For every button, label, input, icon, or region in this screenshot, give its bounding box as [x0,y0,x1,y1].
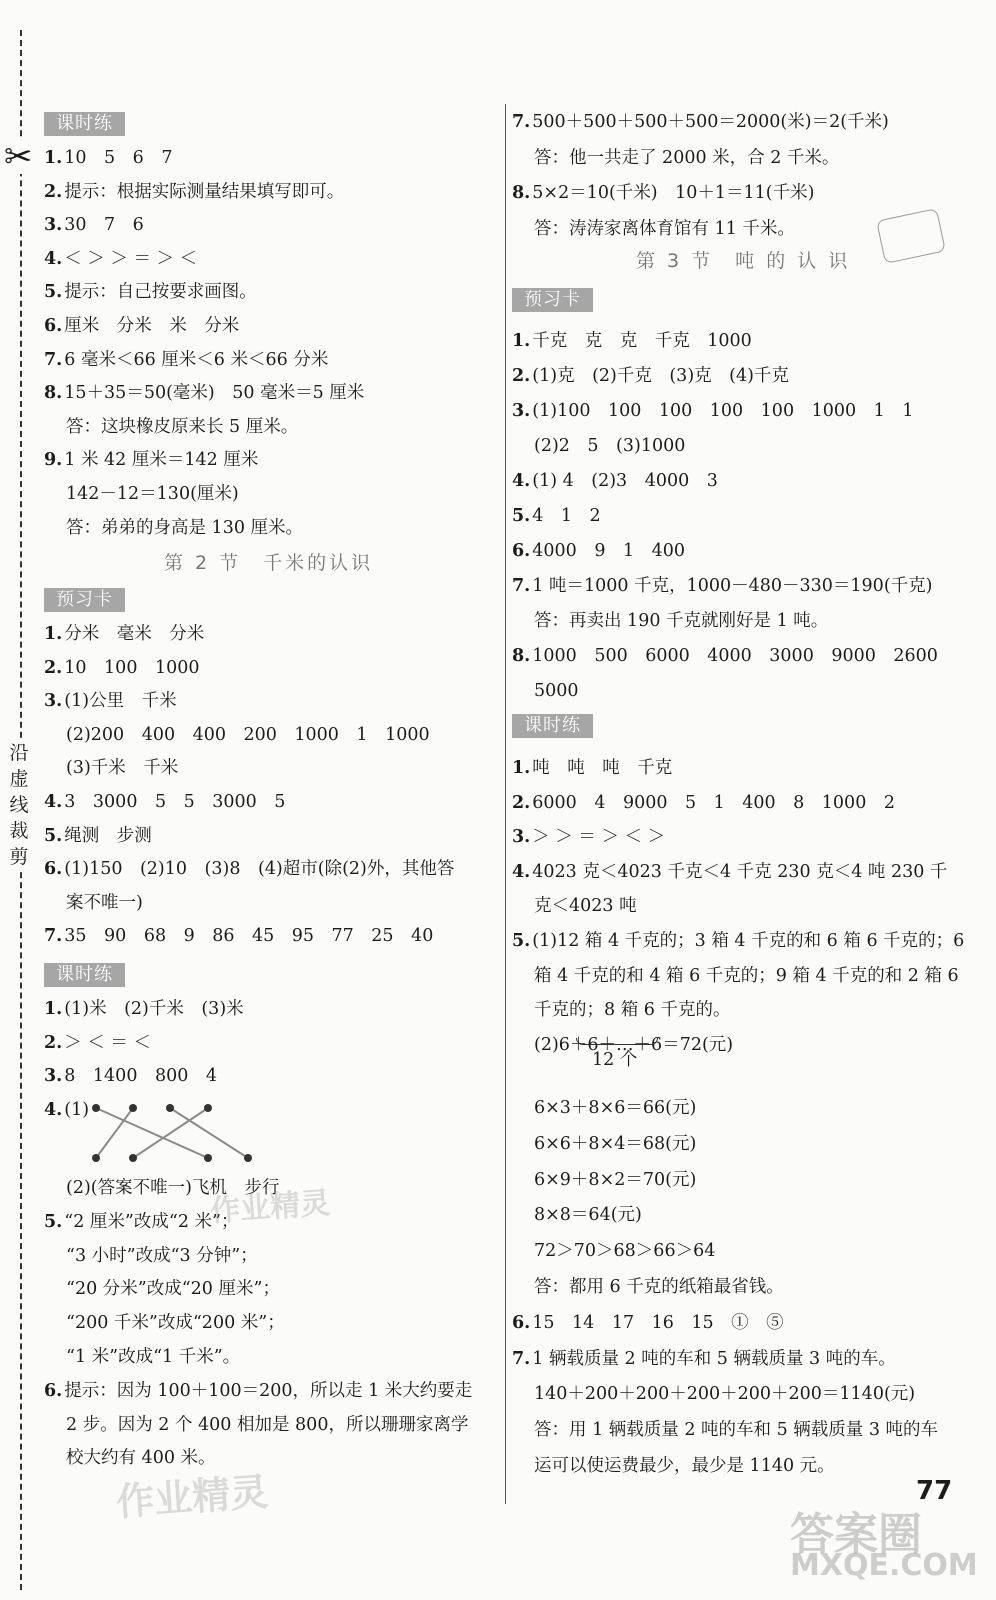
answer-line [44,381,364,405]
answer-text: 答：用 1 辆载质量 2 吨的车和 5 辆载质量 3 吨的车 [534,1420,939,1441]
answer-text: 6×9＋8×2＝70(元) [534,1169,697,1190]
answer-text: 1 吨＝1000 千克，1000－480－330＝190(千克) [532,576,933,596]
cut-label-char: 裁 [9,820,29,842]
item-number: 1. [512,758,531,778]
answer-line [44,689,177,713]
answer-text: 答：涛涛家离体育馆有 11 千米。 [534,218,795,239]
answer-line [44,756,178,780]
answer-text: 140＋200＋200＋200＋200＋200＝1140(元) [534,1384,916,1405]
answer-text: 1 米 42 厘米＝142 厘米 [64,450,259,471]
answer-text: 1000 500 6000 4000 3000 9000 2600 [532,646,938,666]
item-number: 8. [512,646,531,666]
answer-line [512,1454,835,1478]
answer-text: “1 米”改成“1 千米”。 [66,1347,241,1367]
answer-text: 1 辆载质量 2 吨的车和 5 辆载质量 3 吨的车。 [532,1348,896,1369]
answer-line [512,1168,696,1192]
answer-text: “2 厘米”改成“2 米”； [64,1211,239,1232]
answer-line [44,482,239,506]
answer-line [512,860,947,884]
answer-line [512,1203,642,1227]
answer-line [44,790,285,814]
answer-line [512,217,795,241]
watermark: 答案圈 [790,1509,922,1560]
answer-line [44,723,430,747]
item-number: 3. [44,215,63,236]
item-number: 6. [44,316,63,336]
answer-text: (2)(答案不唯一)飞机 步行 [66,1178,280,1198]
answer-text: 答：他一共走了 2000 米，合 2 千米。 [534,147,840,168]
answer-text: ＞ ＞ ＝ ＞ ＜ ＞ [532,827,666,848]
answer-text: 15 14 17 16 15 ① ⑤ [532,1312,784,1333]
item-number: 1. [512,331,531,351]
answer-text: 答：都用 6 千克的纸箱最省钱。 [534,1277,784,1297]
answer-line [44,180,344,204]
item-number: 6. [44,859,63,880]
answer-line [512,964,959,988]
answer-line [512,1311,784,1335]
answer-line [512,181,814,205]
answer-line [512,434,685,458]
answer-line [44,448,258,472]
answer-line [512,1382,915,1406]
page-number: 77 [916,1476,953,1506]
answer-text: 4000 9 1 400 [532,541,685,561]
answer-line [44,1064,217,1088]
brace [576,1038,658,1045]
item-number: 5. [44,825,63,846]
answer-line [512,1418,938,1442]
item-number: 7. [44,349,63,370]
answer-line [44,1345,240,1369]
answer-line [512,756,672,780]
answer-text: 克＜4023 吨 [534,896,637,917]
answer-text: 案不唯一) [66,892,143,913]
answer-text: 4 1 2 [532,506,601,526]
answer-line [44,314,239,338]
item-number: 6. [512,541,531,561]
match-dot [92,1154,100,1162]
section-tag: 课时练 [512,714,593,738]
answer-line [44,247,197,271]
answer-line [44,280,257,304]
answer-line [512,679,579,703]
answer-text: 提示：因为 100＋100＝200，所以走 1 米大约要走 [64,1380,473,1401]
answer-line [44,924,433,948]
answer-line [512,929,964,953]
answer-line [44,1098,89,1122]
brace-label: 12 个 [592,1050,638,1070]
answer-text: (1)100 100 100 100 100 1000 1 1 [532,401,914,421]
item-number: 1. [44,148,63,168]
answer-text: “200 千米”改成“200 米”； [66,1313,285,1334]
answer-text: 8×8＝64(元) [534,1205,642,1226]
item-number: 5. [512,931,531,951]
answer-text: (1)12 箱 4 千克的；3 箱 4 千克的和 6 箱 6 千克的；6 [532,931,965,951]
item-number: 5. [44,1211,63,1232]
answer-text: 6 毫米＜66 厘米＜6 米＜66 分米 [64,349,329,370]
answer-text: ＜ ＞ ＞ ＝ ＞ ＜ [64,248,198,269]
answer-text: 10 100 1000 [64,657,200,678]
match-dot [204,1154,212,1162]
item-number: 8. [512,183,531,204]
answer-line [512,998,730,1022]
answer-text: “3 小时”改成“3 分钟”； [66,1245,258,1266]
match-dot [166,1104,174,1112]
match-dot [204,1104,212,1112]
answer-line [512,894,637,918]
answer-line [44,997,244,1021]
answer-line [44,891,143,915]
item-number: 7. [512,112,531,132]
answer-line [44,1031,151,1055]
answer-line [512,329,752,353]
answer-text: 5000 [534,681,579,701]
cut-label-char: 沿 [9,742,29,764]
item-number: 6. [44,1380,63,1401]
answer-text: 2 步。因为 2 个 400 相加是 800，所以珊珊家离学 [66,1414,469,1435]
answer-line [44,1210,238,1234]
answer-line [512,504,601,528]
item-number: 4. [44,1099,63,1120]
answer-line [44,348,328,372]
watermark: 作业精灵 [209,1185,332,1230]
item-number: 2. [44,1032,63,1053]
cut-label [4,740,34,870]
answer-line [512,539,685,563]
answer-text: 6×3＋8×6＝66(元) [534,1098,697,1118]
item-number: 3. [512,827,531,848]
answer-text: 500＋500＋500＋500＝2000(米)＝2(千米) [532,112,889,132]
answer-text: 箱 4 千克的和 4 箱 6 千克的；9 箱 4 千克的和 2 箱 6 [534,965,959,986]
answer-line [512,644,938,668]
answer-text: “20 分米”改成“20 厘米”； [66,1279,280,1300]
matching-diagram [88,1100,268,1166]
answer-text: 4023 克＜4023 千克＜4 千克 230 克＜4 吨 230 千 [532,861,948,882]
answer-line [44,824,152,848]
watermark: 作业精灵 [114,1469,270,1525]
item-number: 9. [44,450,63,471]
match-dot [129,1154,137,1162]
answer-text: (2)200 400 400 200 1000 1 1000 [66,724,430,745]
answer-text: (2)6＋6＋…＋6＝72(元) [534,1034,734,1055]
stamp-icon [876,208,946,264]
answer-line [44,656,200,680]
answer-line [512,399,913,423]
answer-line [512,110,889,134]
answer-text: (1)150 (2)10 (3)8 (4)超市(除(2)外，其他答 [64,859,455,880]
cut-label-char: 剪 [9,846,29,868]
item-number: 3. [512,401,531,421]
item-number: 5. [512,506,531,526]
item-number: 2. [512,792,531,813]
item-number: 4. [512,861,531,882]
answer-text: 30 7 6 [64,215,144,236]
match-dot [92,1104,100,1112]
answer-line [44,1413,468,1437]
answer-line [44,1244,258,1268]
item-number: 7. [512,576,531,596]
item-number: 4. [512,471,531,491]
answer-line [512,825,665,849]
item-number: 7. [44,926,63,947]
answer-text: (1)克 (2)千克 (3)克 (4)千克 [532,366,789,386]
answer-text: (1) 4 (2)3 4000 3 [532,471,718,491]
answer-text: 5×2＝10(千米) 10＋1＝11(千米) [532,183,815,204]
item-number: 1. [44,999,63,1019]
answer-text: 提示：根据实际测量结果填写即可。 [64,181,345,202]
item-number: 4. [44,792,63,812]
item-number: 4. [44,248,63,269]
item-number: 5. [44,282,63,303]
answer-line [44,415,298,439]
cut-label-char: 线 [9,794,29,816]
column-divider [505,104,506,1504]
answer-text: (3)千米 千米 [66,758,179,779]
answer-text: 校大约有 400 米。 [66,1448,216,1469]
answer-line [512,574,932,598]
watermark: MXQE.COM [790,1548,978,1583]
scissors-icon: ✂ [4,137,33,177]
section-tag: 课时练 [44,963,125,987]
answer-line [512,1132,696,1156]
answer-text: 8 1400 800 4 [64,1066,217,1087]
answer-line [44,622,204,646]
answer-line [512,146,839,170]
answer-text: 答：再卖出 190 千克就刚好是 1 吨。 [534,611,829,631]
answer-text: 绳测 步测 [64,825,152,846]
answer-line [512,469,718,493]
item-number: 2. [44,657,63,678]
answer-text: 千克的；8 箱 6 千克的。 [534,1000,731,1021]
answer-text: 运可以使运费最少，最少是 1140 元。 [534,1456,835,1476]
answer-line [44,857,454,881]
answer-text: 72＞70＞68＞66＞64 [534,1241,716,1262]
answer-text: 吨 吨 吨 千克 [532,758,673,778]
item-number: 3. [44,1066,63,1087]
answer-line [44,516,303,540]
answer-text: 15＋35＝50(毫米) 50 毫米＝5 厘米 [64,383,365,404]
answer-text: 6×6＋8×4＝68(元) [534,1133,697,1154]
section-heading: 第 3 节 吨 的 认 识 [636,250,851,272]
answer-line [512,1239,715,1263]
section-tag: 预习卡 [512,288,593,312]
section-heading: 第 2 节 千米的认识 [164,552,374,574]
answer-line [512,1096,696,1120]
answer-line [44,146,172,170]
answer-text: 6000 4 9000 5 1 400 8 1000 2 [532,792,895,813]
answer-text: (1)米 (2)千米 (3)米 [64,999,244,1019]
answer-text: ＞ ＜ ＝ ＜ [64,1032,151,1053]
answer-text: 答：弟弟的身高是 130 厘米。 [66,517,304,538]
item-number: 2. [44,181,63,202]
answer-line [512,1347,896,1371]
answer-text: 提示：自己按要求画图。 [64,282,257,303]
answer-text: 分米 毫米 分米 [64,624,205,644]
answer-text: (1) [64,1099,90,1120]
answer-line [44,1379,472,1403]
item-number: 6. [512,1312,531,1333]
item-number: 2. [512,366,531,386]
section-tag: 课时练 [44,112,125,136]
answer-text: 10 5 6 7 [64,148,173,168]
section-tag: 预习卡 [44,588,125,612]
answer-text: (1)公里 千米 [64,691,177,712]
answer-line [512,364,789,388]
answer-text: 142－12＝130(厘米) [66,484,239,504]
match-dot [129,1104,137,1112]
answer-text: 答：这块橡皮原来长 5 厘米。 [66,416,299,437]
answer-line [44,1277,280,1301]
answer-line [512,609,828,633]
answer-text: (2)2 5 (3)1000 [534,436,686,456]
answer-line [512,791,895,815]
answer-line [512,1275,784,1299]
cut-label-char: 虚 [9,768,29,790]
answer-line [44,213,144,237]
answer-text: 35 90 68 9 86 45 95 77 25 40 [64,926,434,947]
answer-text: 厘米 分米 米 分米 [64,316,240,336]
answer-text: 3 3000 5 5 3000 5 [64,792,286,812]
match-dot [244,1154,252,1162]
answer-text: 千克 克 克 千克 1000 [532,331,752,351]
item-number: 8. [44,383,63,404]
item-number: 7. [512,1348,531,1369]
item-number: 1. [44,624,63,644]
item-number: 3. [44,691,63,712]
answer-line [44,1311,285,1335]
